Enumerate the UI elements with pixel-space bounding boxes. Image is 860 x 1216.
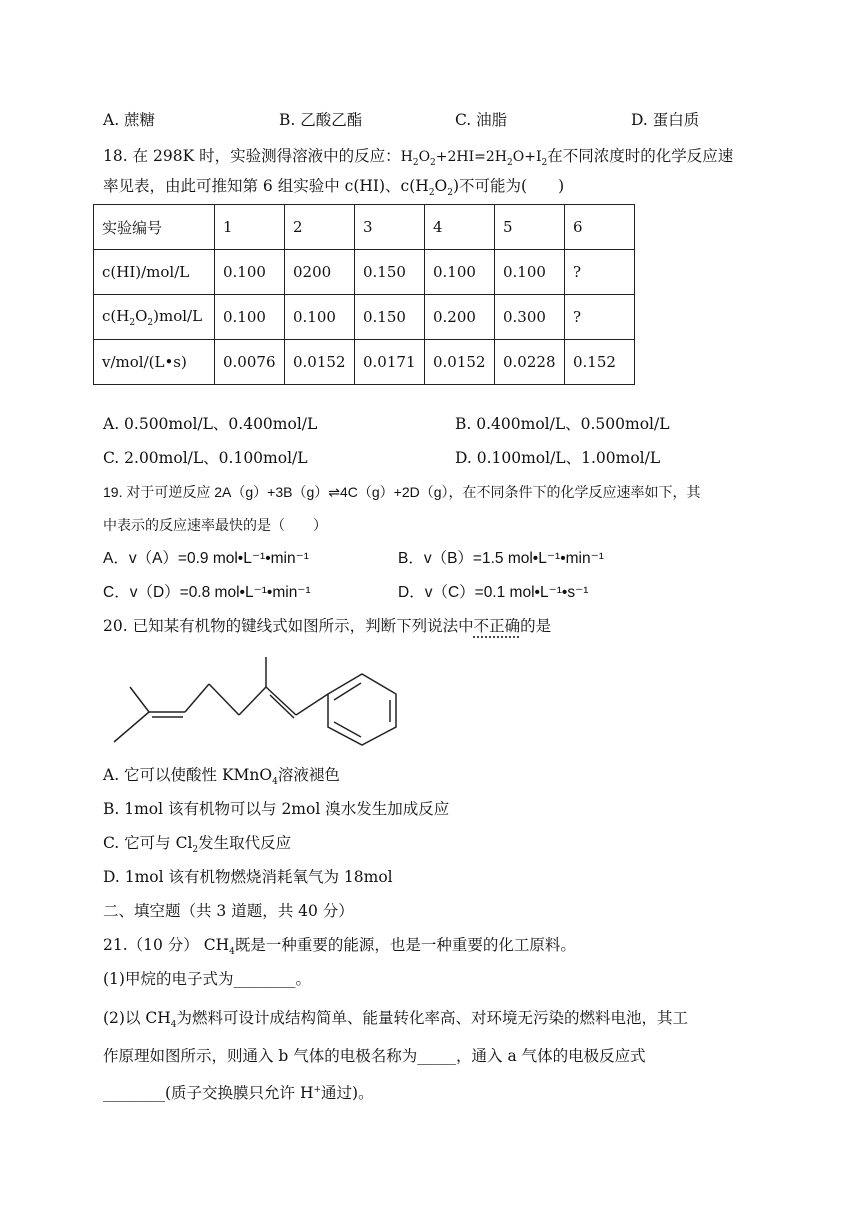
q18-line2: 率见表，由此可推知第 6 组实验中 c(HI)、$c(H_2O_2)$不可能为( ) — [103, 177, 565, 199]
table-cell: 0.150 — [355, 295, 425, 340]
emphasis-text: 不正确 — [473, 617, 521, 635]
q21-part1: (1)甲烷的电子式为________。 — [103, 970, 311, 988]
q21-part2-line1: (2)以 $CH_4$为燃料可设计成结构简单、能量转化率高、对环境无污染的燃料电池，其工 — [103, 1009, 689, 1031]
table-cell: 0.200 — [425, 295, 495, 340]
table-cell: 0200 — [285, 250, 355, 295]
table-cell: 0.300 — [495, 295, 565, 340]
table-cell: 0.152 — [565, 340, 635, 385]
q20-option-d: D. 1mol 该有机物燃烧消耗氧气为 18mol — [103, 868, 393, 886]
q17-option-b: B. 乙酸乙酯 — [279, 111, 363, 129]
q17-option-c: C. 油脂 — [455, 111, 508, 129]
q19-option-b: B．v（B）=1.5 mol•L⁻¹•min⁻¹ — [398, 550, 604, 567]
q17-option-a: A. 蔗糖 — [103, 111, 156, 129]
table-cell: 0.0076 — [215, 340, 285, 385]
table-cell: 0.0228 — [495, 340, 565, 385]
section-heading: 二、填空题（共 3 道题，共 40 分） — [103, 902, 354, 920]
q20-option-c: C. 它可与 $Cl_2$发生取代反应 — [103, 834, 292, 856]
table-row-hi — [94, 250, 635, 295]
q19-option-d: D．v（C）=0.1 mol•L⁻¹•s⁻¹ — [398, 584, 589, 601]
table-row-rate — [94, 340, 635, 385]
table-cell: 0.0171 — [355, 340, 425, 385]
table-cell: 0.0152 — [425, 340, 495, 385]
q18-option-d: D. 0.100mol/L、1.00mol/L — [455, 449, 661, 467]
q19-option-a: A．v（A）=0.9 mol•L⁻¹•min⁻¹ — [103, 550, 309, 567]
table-cell: 0.100 — [215, 295, 285, 340]
table-cell: 0.0152 — [285, 340, 355, 385]
q20-option-a: A. 它可以使酸性 KMnO$_4$溶液褪色 — [103, 766, 340, 788]
table-row-label: v/mol/(L•s) — [94, 340, 215, 385]
q18-option-a: A. 0.500mol/L、0.400mol/L — [103, 415, 318, 433]
q21-line1: 21.（10 分） $CH_4$既是一种重要的能源，也是一种重要的化工原料。 — [103, 936, 576, 958]
table-row-h2o2 — [94, 295, 635, 340]
table-cell: 0.100 — [285, 295, 355, 340]
table-header-cell: 4 — [425, 205, 495, 250]
q19-line1: 19. 对于可逆反应 2A（g）+3B（g）⇌4C（g）+2D（g），在不同条件下的化学反应速率如下，其 — [103, 484, 701, 500]
table-header-cell: 6 — [565, 205, 635, 250]
q18-line1: 18. 在 298K 时，实验测得溶液中的反应：$H_2O_2+2HI=2H_2O+I_2$在不同浓度时的化学反应速 — [103, 147, 734, 168]
table-row-header — [94, 205, 635, 250]
table-header-cell: 实验编号 — [94, 205, 215, 250]
table-header-cell: 3 — [355, 205, 425, 250]
table-header-cell: 5 — [495, 205, 565, 250]
table-cell: 0.100 — [495, 250, 565, 295]
q21-part2-line3: ________(质子交换膜只允许 H+通过)。 — [103, 1084, 374, 1103]
molecule-structure — [112, 652, 412, 752]
table-cell: 0.150 — [355, 250, 425, 295]
table-cell: ? — [565, 295, 635, 340]
table-row-label: c(HI)/mol/L — [94, 250, 215, 295]
table-header-cell: 2 — [285, 205, 355, 250]
q20-line1: 20. 已知某有机物的键线式如图所示，判断下列说法中不正确的是 — [103, 617, 552, 635]
table-row-label: $c(H_2O_2)mol/L$ — [94, 295, 215, 340]
q17-option-d: D. 蛋白质 — [631, 111, 700, 129]
table-cell: 0.100 — [425, 250, 495, 295]
q19-option-c: C．v（D）=0.8 mol•L⁻¹•min⁻¹ — [103, 584, 311, 601]
table-cell: ? — [565, 250, 635, 295]
q19-line2: 中表示的反应速率最快的是（ ） — [103, 517, 327, 533]
q20-option-b: B. 1mol 该有机物可以与 2mol 溴水发生加成反应 — [103, 800, 450, 818]
table-cell: 0.100 — [215, 250, 285, 295]
q18-option-b: B. 0.400mol/L、0.500mol/L — [455, 415, 670, 433]
q18-option-c: C. 2.00mol/L、0.100mol/L — [103, 449, 308, 467]
q21-part2-line2: 作原理如图所示，则通入 b 气体的电极名称为_____，通入 a 气体的电极反应式 — [103, 1047, 646, 1065]
rate-table — [93, 204, 635, 385]
table-header-cell: 1 — [215, 205, 285, 250]
